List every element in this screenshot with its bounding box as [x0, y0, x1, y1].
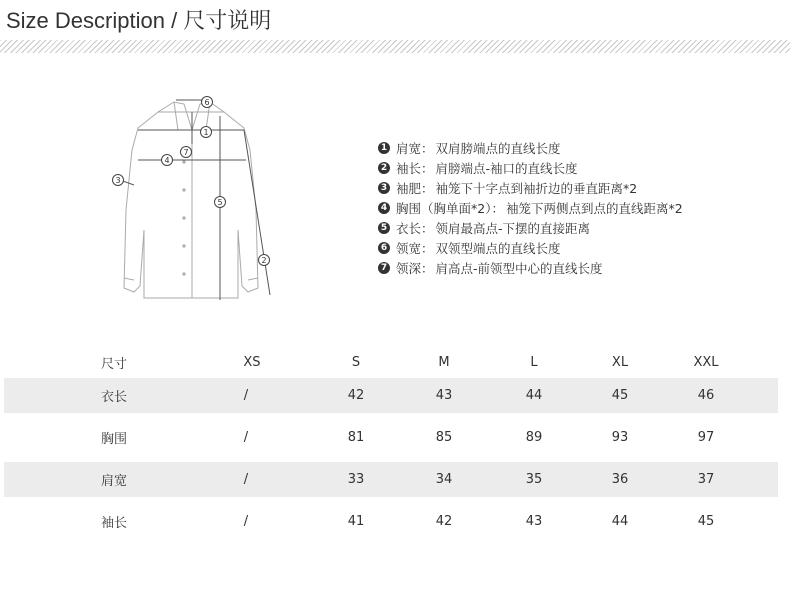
legend-name: 领宽： [396, 241, 434, 256]
size-table [4, 346, 778, 539]
legend-description: 领肩最高点-下摆的直接距离 [435, 221, 591, 236]
table-cell: 46 [697, 388, 715, 403]
diagram-label: 6 [204, 98, 210, 107]
diagram-label: 1 [203, 128, 209, 137]
legend-description: 双肩膀端点的直线长度 [435, 141, 561, 156]
diagram-label: 7 [183, 148, 189, 157]
table-cell: 42 [435, 514, 453, 529]
table-cell: 胸围 [100, 432, 127, 447]
legend-item-sleeve-length [378, 158, 768, 178]
table-cell: 93 [611, 430, 629, 445]
table-cell: 衣长 [100, 390, 127, 405]
legend-item-collar-depth [378, 258, 768, 278]
table-cell: 42 [347, 388, 365, 403]
legend-item-collar-width [378, 238, 768, 258]
table-cell: 37 [697, 472, 715, 487]
table-cell: 43 [435, 388, 453, 403]
legend-number-badge: 6 [378, 242, 390, 254]
legend-number-badge: 1 [378, 142, 390, 154]
diagram-label: 5 [217, 198, 223, 207]
legend-name: 衣长： [396, 221, 434, 236]
legend-description: 双领型端点的直线长度 [435, 241, 561, 256]
table-cell: 89 [525, 430, 543, 445]
table-cell: 45 [697, 514, 715, 529]
table-cell: / [243, 430, 249, 445]
table-row [4, 378, 778, 413]
legend-description: 袖笼下十字点到袖折边的垂直距离*2 [435, 181, 638, 196]
table-cell: 44 [611, 514, 629, 529]
table-cell: 33 [347, 472, 365, 487]
header-cell: S [351, 354, 361, 370]
table-cell: 袖长 [100, 516, 127, 531]
legend-name: 胸围（胸单面*2）： [396, 201, 504, 216]
legend-item-length [378, 218, 768, 238]
legend-name: 袖长： [396, 161, 434, 176]
table-cell: 34 [435, 472, 453, 487]
header-cell: 尺寸 [100, 356, 127, 372]
table-cell: / [243, 514, 249, 529]
table-cell: / [243, 472, 249, 487]
shirt-measurement-diagram [104, 90, 284, 305]
legend-item-shoulder [378, 138, 768, 158]
legend-number-badge: 7 [378, 262, 390, 274]
table-row [4, 462, 778, 497]
table-cell: 41 [347, 514, 365, 529]
table-cell: 97 [697, 430, 715, 445]
measurement-legend [378, 138, 768, 278]
legend-description: 肩高点-前领型中心的直线长度 [435, 261, 603, 276]
legend-item-chest [378, 198, 768, 218]
legend-name: 袖肥： [396, 181, 434, 196]
page-title: Size Description / 尺寸说明 [6, 8, 272, 33]
header-cell: XL [611, 354, 629, 370]
table-cell: 36 [611, 472, 629, 487]
table-cell: 81 [347, 430, 365, 445]
table-cell: 35 [525, 472, 543, 487]
legend-description: 袖笼下两侧点到点的直线距离*2 [505, 201, 683, 216]
table-cell: 43 [525, 514, 543, 529]
legend-number-badge: 3 [378, 182, 390, 194]
table-row [4, 420, 778, 455]
table-row [4, 504, 778, 539]
legend-number-badge: 4 [378, 202, 390, 214]
legend-item-sleeve-width [378, 178, 768, 198]
header-cell: XS [243, 354, 261, 370]
header-cell: L [530, 354, 538, 370]
table-cell: 44 [525, 388, 543, 403]
header-cell: M [438, 354, 450, 370]
table-cell: 45 [611, 388, 629, 403]
legend-number-badge: 5 [378, 222, 390, 234]
legend-number-badge: 2 [378, 162, 390, 174]
table-cell: / [243, 388, 249, 403]
legend-name: 领深： [396, 261, 434, 276]
table-cell: 85 [435, 430, 453, 445]
legend-name: 肩宽： [396, 141, 434, 156]
size-table-header [4, 346, 778, 378]
diagram-label: 4 [164, 156, 170, 165]
diagram-label: 2 [261, 256, 267, 265]
legend-description: 肩膀端点-袖口的直线长度 [435, 161, 578, 176]
table-cell: 肩宽 [100, 474, 127, 489]
header-cell: XXL [693, 354, 719, 370]
title-divider [0, 40, 790, 53]
diagram-label: 3 [115, 176, 121, 185]
